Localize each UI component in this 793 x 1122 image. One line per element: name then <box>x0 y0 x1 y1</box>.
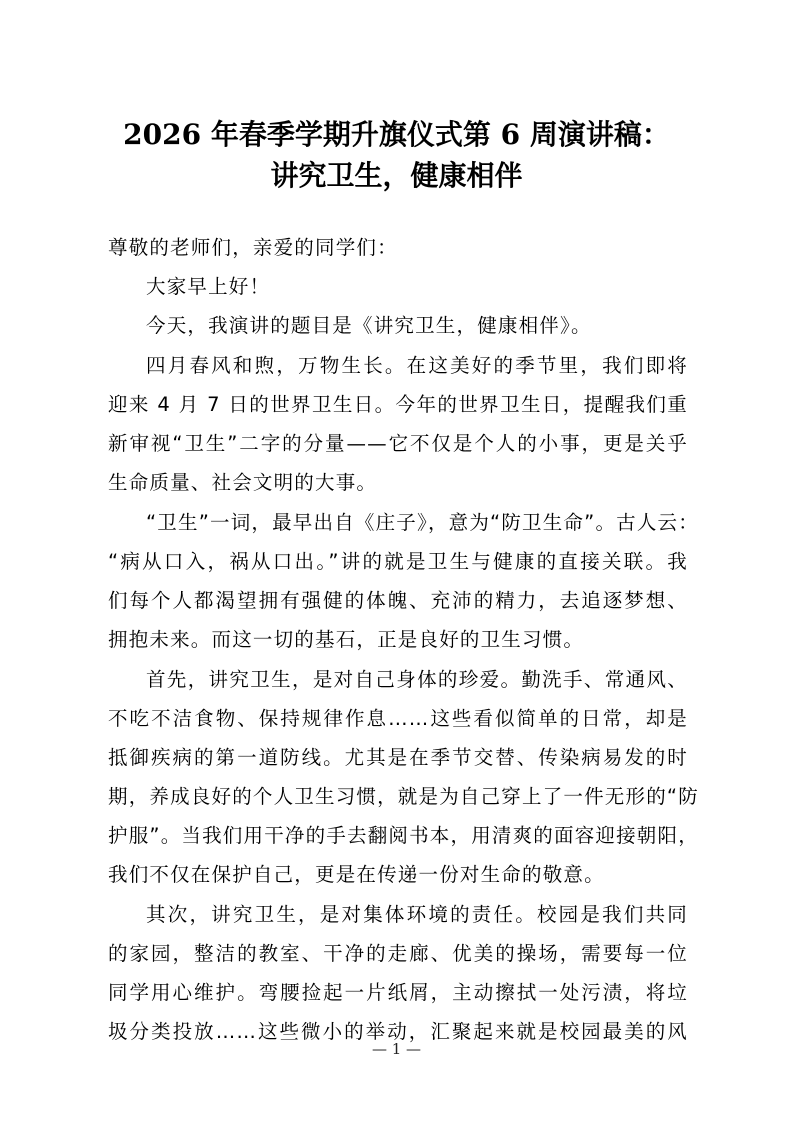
paragraph-line: 不吃不洁食物、保持规律作息……这些看似简单的日常，却是 <box>108 707 688 730</box>
paragraph-line: 我们不仅在保护自己，更是在传递一份对生命的敬意。 <box>108 863 605 886</box>
document-title-line-2: 讲究卫生，健康相伴 <box>270 159 523 192</box>
paragraph-line: 圾分类投放……这些微小的举动，汇聚起来就是校园最美的风 <box>108 1020 688 1043</box>
paragraph-line: “卫生”一词，最早出自《庄子》，意为“防卫生命”。古人云： <box>146 511 699 534</box>
paragraph-line: 四月春风和煦，万物生长。在这美好的季节里，我们即将 <box>146 354 688 377</box>
paragraph-line: 首先，讲究卫生，是对自己身体的珍爱。勤洗手、常通风、 <box>146 668 688 691</box>
paragraph-line: 护服”。当我们用干净的手去翻阅书本，用清爽的面容迎接朝阳， <box>108 824 699 847</box>
document-title-line-1: 2026 年春季学期升旗仪式第 6 周演讲稿： <box>123 118 670 151</box>
paragraph-topic: 今天，我演讲的题目是《讲究卫生，健康相伴》。 <box>146 314 592 337</box>
paragraph-line: 的家园，整洁的教室、干净的走廊、优美的操场，需要每一位 <box>108 942 688 965</box>
paragraph-line: 新审视“卫生”二字的分量——它不仅是个人的小事，更是关乎 <box>108 432 688 455</box>
paragraph-line: 生命质量、社会文明的大事。 <box>108 471 378 494</box>
paragraph-line: 迎来 4 月 7 日的世界卫生日。今年的世界卫生日，提醒我们重 <box>108 393 688 416</box>
paragraph-line: 其次，讲究卫生，是对集体环境的责任。校园是我们共同 <box>146 903 688 926</box>
paragraph-line: 期，养成良好的个人卫生习惯，就是为自己穿上了一件无形的“防 <box>108 785 699 808</box>
paragraph-line: “病从口入，祸从口出。”讲的就是卫生与健康的直接关联。我 <box>108 550 688 573</box>
paragraph-line: 抵御疾病的第一道防线。尤其是在季节交替、传染病易发的时 <box>108 746 688 769</box>
paragraph-line: 们每个人都渴望拥有强健的体魄、充沛的精力，去追逐梦想、 <box>108 589 688 612</box>
paragraph-line: 拥抱未来。而这一切的基石，正是良好的卫生习惯。 <box>108 628 585 651</box>
paragraph-line: 同学用心维护。弯腰捡起一片纸屑，主动擦拭一处污渍，将垃 <box>108 981 688 1004</box>
page-number: — 1 — <box>371 1040 422 1058</box>
salutation: 尊敬的老师们，亲爱的同学们： <box>108 236 398 259</box>
paragraph-greeting: 大家早上好！ <box>146 275 271 298</box>
